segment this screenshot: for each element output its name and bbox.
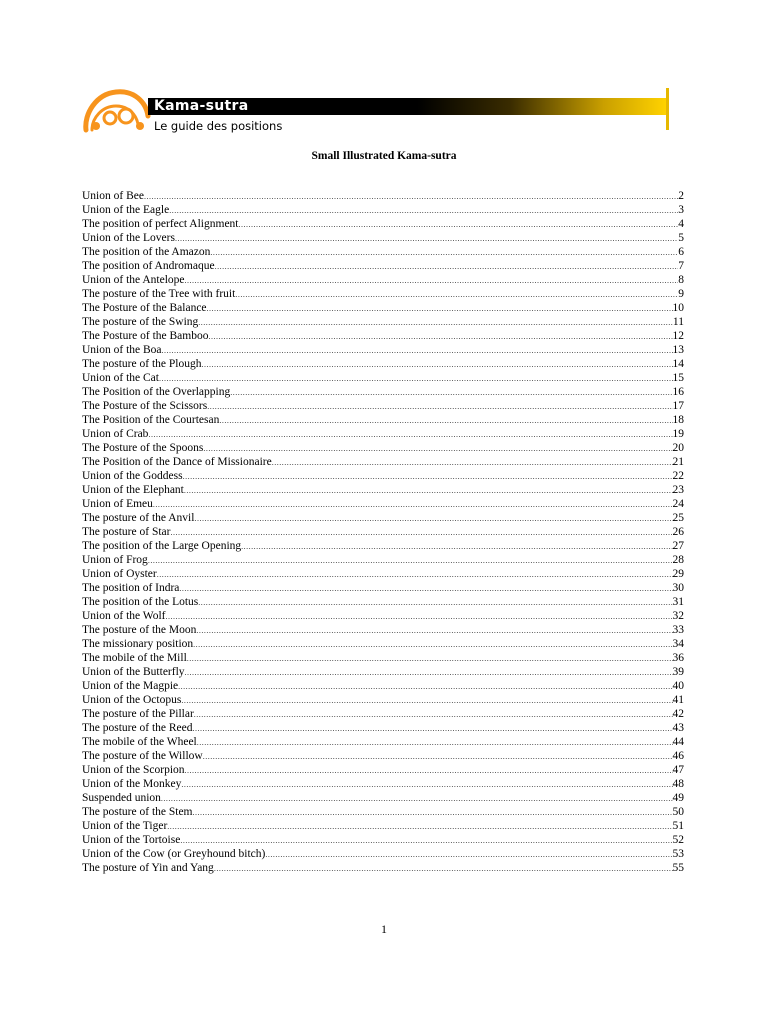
toc-entry-page: 30: [672, 582, 684, 594]
toc-dot-leader: [169, 204, 678, 217]
toc-entry-page: 16: [672, 386, 684, 398]
toc-dot-leader: [196, 624, 672, 637]
brand-subtitle: Le guide des positions: [154, 119, 283, 133]
toc-entry-title: The Posture of the Bamboo: [82, 330, 209, 342]
toc-dot-leader: [185, 274, 679, 287]
toc-entry[interactable]: [82, 833, 684, 847]
toc-dot-leader: [265, 848, 672, 861]
toc-dot-leader: [203, 750, 673, 763]
toc-dot-leader: [208, 330, 672, 343]
toc-entry-page: 15: [672, 372, 684, 384]
toc-dot-leader: [148, 428, 672, 441]
toc-dot-leader: [198, 316, 673, 329]
brand-title: Kama-sutra: [154, 98, 249, 114]
toc-entry-title: Union of the Wolf: [82, 610, 166, 622]
toc-dot-leader: [194, 512, 672, 525]
toc-dot-leader: [148, 554, 673, 567]
document-header: [82, 86, 672, 134]
toc-entry[interactable]: [82, 413, 684, 427]
toc-entry-page: 48: [672, 778, 684, 790]
toc-dot-leader: [201, 358, 672, 371]
toc-entry-title: Union of the Tiger: [82, 820, 168, 832]
toc-entry[interactable]: [82, 287, 684, 301]
toc-entry[interactable]: [82, 791, 684, 805]
toc-entry-page: 44: [672, 736, 684, 748]
toc-entry-page: 42: [672, 708, 684, 720]
toc-entry-page: 12: [672, 330, 684, 342]
toc-entry-page: 21: [672, 456, 684, 468]
toc-entry[interactable]: [82, 609, 684, 623]
toc-entry-title: Union of Crab: [82, 428, 149, 440]
toc-dot-leader: [197, 736, 673, 749]
toc-entry[interactable]: [82, 357, 684, 371]
toc-entry-title: The position of Andromaque: [82, 260, 215, 272]
toc-entry-title: The posture of the Moon: [82, 624, 197, 636]
toc-dot-leader: [144, 190, 678, 203]
toc-entry[interactable]: [82, 819, 684, 833]
toc-entry-page: 51: [672, 820, 684, 832]
toc-entry-page: 32: [672, 610, 684, 622]
toc-dot-leader: [178, 680, 672, 693]
toc-dot-leader: [193, 722, 673, 735]
toc-entry-page: 24: [672, 498, 684, 510]
toc-entry-page: 7: [678, 260, 684, 272]
toc-entry-page: 39: [672, 666, 684, 678]
toc-entry-title: The posture of the Anvil: [82, 512, 195, 524]
toc-entry-page: 40: [672, 680, 684, 692]
toc-entry-title: The mobile of the Wheel: [82, 736, 197, 748]
toc-entry-title: The position of Indra: [82, 582, 180, 594]
toc-dot-leader: [184, 484, 673, 497]
toc-entry[interactable]: [82, 637, 684, 651]
toc-entry-title: Union of the Scorpion: [82, 764, 185, 776]
toc-entry-title: The Position of the Dance of Missionaire: [82, 456, 272, 468]
toc-dot-leader: [162, 344, 673, 357]
toc-dot-leader: [272, 456, 673, 469]
toc-dot-leader: [170, 526, 672, 539]
toc-dot-leader: [183, 470, 673, 483]
toc-entry[interactable]: [82, 217, 684, 231]
toc-entry-page: 28: [672, 554, 684, 566]
toc-entry-page: 34: [672, 638, 684, 650]
header-band-divider: [666, 88, 669, 130]
toc-dot-leader: [219, 414, 672, 427]
toc-entry-page: 9: [678, 288, 684, 300]
toc-entry-title: Union of the Cow (or Greyhound bitch): [82, 848, 266, 860]
toc-entry[interactable]: [82, 315, 684, 329]
toc-entry[interactable]: [82, 721, 684, 735]
toc-entry-title: Union of the Eagle: [82, 204, 170, 216]
toc-entry[interactable]: [82, 595, 684, 609]
orange-swirl-logo-icon: [82, 86, 152, 134]
toc-entry[interactable]: [82, 497, 684, 511]
toc-entry-page: 18: [672, 414, 684, 426]
toc-entry[interactable]: [82, 203, 684, 217]
toc-entry[interactable]: [82, 427, 684, 441]
toc-entry-title: Union of the Goddess: [82, 470, 183, 482]
toc-entry[interactable]: [82, 553, 684, 567]
toc-entry-title: Union of the Monkey: [82, 778, 182, 790]
toc-entry-title: Union of the Cat: [82, 372, 159, 384]
toc-entry-title: The Posture of the Balance: [82, 302, 207, 314]
toc-entry-page: 10: [672, 302, 684, 314]
toc-entry-page: 14: [672, 358, 684, 370]
toc-entry-page: 53: [672, 848, 684, 860]
toc-dot-leader: [187, 652, 673, 665]
toc-entry[interactable]: [82, 231, 684, 245]
toc-entry-page: 3: [678, 204, 684, 216]
toc-dot-leader: [235, 288, 678, 301]
toc-entry-page: 26: [672, 526, 684, 538]
toc-entry-title: Union of the Octopus: [82, 694, 182, 706]
toc-entry-title: Union of Frog: [82, 554, 148, 566]
toc-entry-page: 49: [672, 792, 684, 804]
toc-entry-page: 50: [672, 806, 684, 818]
toc-entry-title: Union of the Lovers: [82, 232, 175, 244]
toc-dot-leader: [210, 246, 678, 259]
toc-entry-page: 23: [672, 484, 684, 496]
toc-entry[interactable]: [82, 777, 684, 791]
toc-entry[interactable]: [82, 385, 684, 399]
toc-entry-page: 2: [678, 190, 684, 202]
toc-dot-leader: [194, 708, 673, 721]
toc-dot-leader: [166, 610, 673, 623]
toc-entry-page: 36: [672, 652, 684, 664]
toc-entry[interactable]: [82, 189, 684, 203]
toc-entry-page: 27: [672, 540, 684, 552]
toc-entry[interactable]: [82, 301, 684, 315]
toc-entry-title: Suspended union: [82, 792, 161, 804]
page-number: 1: [381, 922, 387, 936]
toc-entry[interactable]: [82, 735, 684, 749]
toc-entry-page: 22: [672, 470, 684, 482]
toc-entry[interactable]: [82, 245, 684, 259]
toc-entry[interactable]: [82, 665, 684, 679]
toc-entry[interactable]: [82, 343, 684, 357]
toc-entry[interactable]: [82, 805, 684, 819]
toc-entry-title: Union of Bee: [82, 190, 144, 202]
toc-dot-leader: [198, 596, 672, 609]
toc-entry[interactable]: [82, 273, 684, 287]
toc-dot-leader: [181, 778, 672, 791]
toc-entry[interactable]: [82, 259, 684, 273]
toc-entry-title: The position of the Lotus: [82, 596, 199, 608]
toc-dot-leader: [175, 232, 678, 245]
toc-dot-leader: [193, 638, 672, 651]
toc-entry[interactable]: [82, 707, 684, 721]
toc-entry[interactable]: [82, 371, 684, 385]
toc-entry-title: Union of the Antelope: [82, 274, 185, 286]
toc-dot-leader: [241, 540, 672, 553]
document-title: Small Illustrated Kama-sutra: [311, 150, 457, 162]
toc-dot-leader: [207, 400, 672, 413]
toc-entry[interactable]: [82, 441, 684, 455]
toc-dot-leader: [203, 442, 672, 455]
toc-entry[interactable]: [82, 749, 684, 763]
toc-entry[interactable]: [82, 861, 684, 875]
toc-entry-page: 41: [672, 694, 684, 706]
toc-entry-title: Union of the Boa: [82, 344, 162, 356]
toc-dot-leader: [161, 792, 673, 805]
toc-dot-leader: [214, 862, 673, 875]
toc-entry-page: 55: [672, 862, 684, 874]
toc-entry[interactable]: [82, 651, 684, 665]
toc-dot-leader: [167, 820, 672, 833]
toc-entry-page: 29: [672, 568, 684, 580]
toc-entry[interactable]: [82, 399, 684, 413]
toc-entry-title: Union of the Butterfly: [82, 666, 185, 678]
toc-entry-page: 19: [672, 428, 684, 440]
toc-entry-title: The posture of the Pillar: [82, 708, 194, 720]
toc-entry[interactable]: [82, 847, 684, 861]
toc-dot-leader: [230, 386, 672, 399]
toc-entry-page: 43: [672, 722, 684, 734]
toc-entry-title: Union of Emeu: [82, 498, 153, 510]
toc-entry-page: 47: [672, 764, 684, 776]
toc-entry-page: 13: [672, 344, 684, 356]
toc-entry-page: 6: [678, 246, 684, 258]
toc-entry-page: 17: [672, 400, 684, 412]
toc-entry-title: The posture of the Tree with fruit: [82, 288, 236, 300]
toc-dot-leader: [153, 498, 673, 511]
toc-entry-title: The posture of the Stem: [82, 806, 193, 818]
toc-entry-page: 5: [678, 232, 684, 244]
toc-entry-title: The posture of Yin and Yang: [82, 862, 214, 874]
toc-entry[interactable]: [82, 623, 684, 637]
toc-entry-title: The mobile of the Mill: [82, 652, 187, 664]
toc-entry-title: The posture of the Swing: [82, 316, 199, 328]
toc-entry-title: The Position of the Courtesan: [82, 414, 220, 426]
toc-dot-leader: [239, 218, 679, 231]
table-of-contents: [82, 189, 684, 875]
toc-entry-title: The posture of the Plough: [82, 358, 202, 370]
toc-entry[interactable]: [82, 693, 684, 707]
toc-dot-leader: [215, 260, 679, 273]
toc-entry-title: The posture of the Willow: [82, 750, 203, 762]
toc-dot-leader: [179, 582, 672, 595]
toc-entry-title: The missionary position: [82, 638, 194, 650]
toc-entry-title: The position of the Large Opening: [82, 540, 242, 552]
toc-entry-page: 11: [672, 316, 684, 328]
toc-entry-page: 20: [672, 442, 684, 454]
toc-entry-page: 25: [672, 512, 684, 524]
toc-entry-title: Union of the Magpie: [82, 680, 179, 692]
toc-entry-page: 31: [672, 596, 684, 608]
toc-entry-title: Union of Oyster: [82, 568, 157, 580]
toc-entry-page: 33: [672, 624, 684, 636]
toc-dot-leader: [207, 302, 673, 315]
toc-dot-leader: [159, 372, 673, 385]
toc-entry-title: Union of the Tortoise: [82, 834, 181, 846]
toc-entry-page: 8: [678, 274, 684, 286]
toc-entry[interactable]: [82, 539, 684, 553]
toc-entry-title: The position of perfect Alignment: [82, 218, 239, 230]
toc-entry-title: The Posture of the Spoons: [82, 442, 204, 454]
toc-entry[interactable]: [82, 581, 684, 595]
toc-entry[interactable]: [82, 483, 684, 497]
toc-dot-leader: [157, 568, 673, 581]
toc-entry[interactable]: [82, 455, 684, 469]
toc-dot-leader: [185, 764, 673, 777]
toc-entry-title: The position of the Amazon: [82, 246, 211, 258]
toc-entry-title: Union of the Elephant: [82, 484, 184, 496]
toc-entry-title: The Position of the Overlapping: [82, 386, 231, 398]
toc-entry-title: The posture of the Reed: [82, 722, 193, 734]
toc-entry[interactable]: [82, 469, 684, 483]
toc-entry-page: 46: [672, 750, 684, 762]
toc-entry-page: 4: [678, 218, 684, 230]
toc-entry[interactable]: [82, 329, 684, 343]
toc-entry[interactable]: [82, 763, 684, 777]
toc-entry[interactable]: [82, 511, 684, 525]
toc-entry-title: The Posture of the Scissors: [82, 400, 208, 412]
toc-dot-leader: [181, 694, 672, 707]
toc-entry-page: 52: [672, 834, 684, 846]
toc-entry-title: The posture of Star: [82, 526, 171, 538]
toc-dot-leader: [193, 806, 673, 819]
toc-dot-leader: [180, 834, 672, 847]
toc-entry[interactable]: [82, 679, 684, 693]
toc-entry[interactable]: [82, 525, 684, 539]
toc-dot-leader: [185, 666, 673, 679]
toc-entry[interactable]: [82, 567, 684, 581]
